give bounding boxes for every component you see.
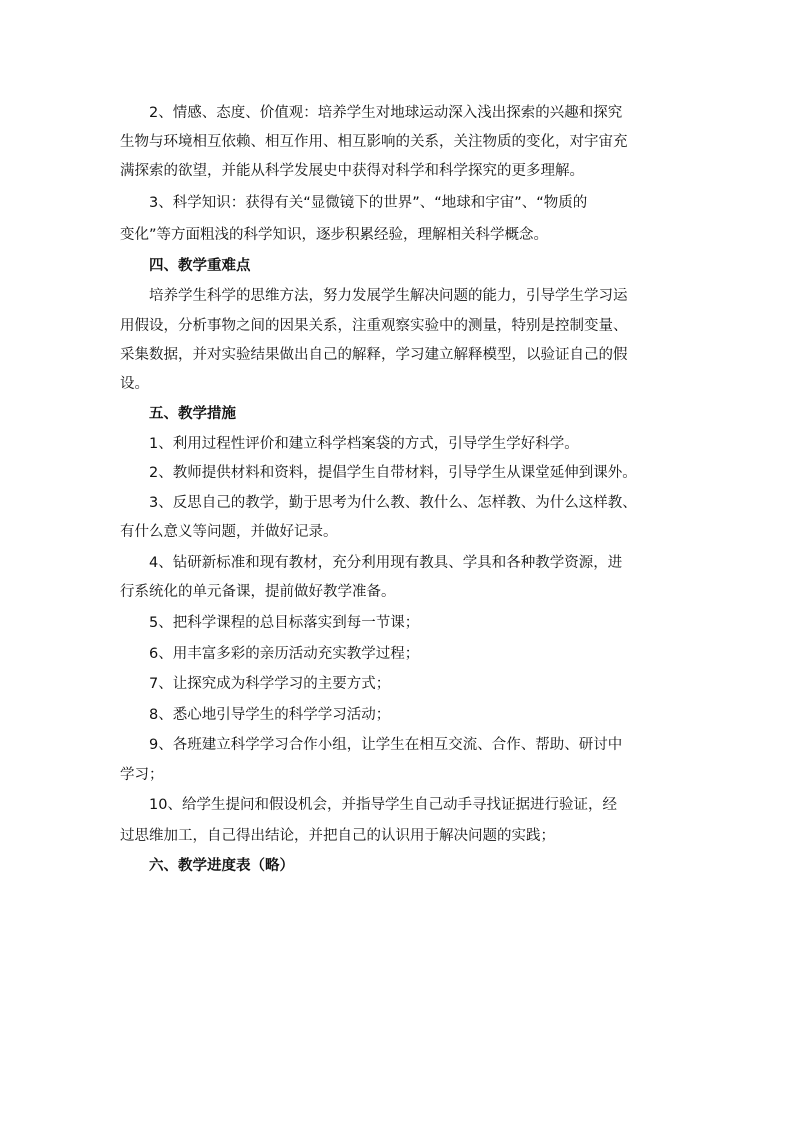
section-heading: 四、教学重难点 (149, 258, 251, 274)
list-item-continuation: 有什么意义等问题，并做好记录。 (120, 524, 338, 540)
list-item-continuation: 过思维加工，自己得出结论，并把自己的认识用于解决问题的实践； (120, 828, 555, 844)
paragraph-line: 采集数据，并对实验结果做出自己的解释，学习建立解释模型，以验证自己的假 (120, 347, 628, 363)
list-item: 3、反思自己的教学，勤于思考为什么教、教什么、怎样教、为什么这样教、 (149, 495, 637, 511)
list-item-continuation: 行系统化的单元备课，提前做好教学准备。 (120, 584, 396, 600)
paragraph-line: 2、情感、态度、价值观：培养学生对地球运动深入浅出探索的兴趣和探究 (149, 105, 623, 121)
paragraph-line: 设。 (120, 376, 149, 392)
list-item: 5、把科学课程的总目标落实到每一节课； (149, 615, 420, 631)
list-item-continuation: 学习； (120, 767, 164, 783)
list-item: 10、给学生提问和假设机会，并指导学生自己动手寻找证据进行验证，经 (149, 797, 617, 813)
list-item: 1、利用过程性评价和建立科学档案袋的方式，引导学生学好科学。 (149, 436, 579, 452)
section-heading: 五、教学措施 (149, 406, 236, 422)
list-item: 7、让探究成为科学学习的主要方式； (149, 676, 391, 692)
list-item: 6、用丰富多彩的亲历活动充实教学过程； (149, 646, 420, 662)
paragraph-line: 培养学生科学的思维方法，努力发展学生解决问题的能力，引导学生学习运 (149, 288, 628, 304)
paragraph-line: 3、科学知识：获得有关“显微镜下的世界”、“地球和宇宙”、“物质的 (149, 195, 588, 211)
paragraph-line: 用假设，分析事物之间的因果关系，注重观察实验中的测量，特别是控制变量、 (120, 318, 628, 334)
list-item: 9、各班建立科学学习合作小组，让学生在相互交流、合作、帮助、研讨中 (149, 737, 623, 753)
paragraph-line: 生物与环境相互依赖、相互作用、相互影响的关系，关注物质的变化，对宇宙充 (120, 134, 628, 150)
paragraph-line: 变化”等方面粗浅的科学知识，逐步积累经验，理解相关科学概念。 (120, 227, 549, 243)
list-item: 4、钻研新标准和现有教材，充分利用现有教具、学具和各种教学资源，进 (149, 555, 623, 571)
list-item: 2、教师提供材料和资料，提倡学生自带材料，引导学生从课堂延伸到课外。 (149, 465, 637, 481)
list-item: 8、悉心地引导学生的科学学习活动； (149, 707, 391, 723)
section-heading: 六、教学进度表（略） (149, 858, 294, 874)
paragraph-line: 满探索的欲望，并能从科学发展史中获得对科学和科学探究的更多理解。 (120, 163, 584, 179)
